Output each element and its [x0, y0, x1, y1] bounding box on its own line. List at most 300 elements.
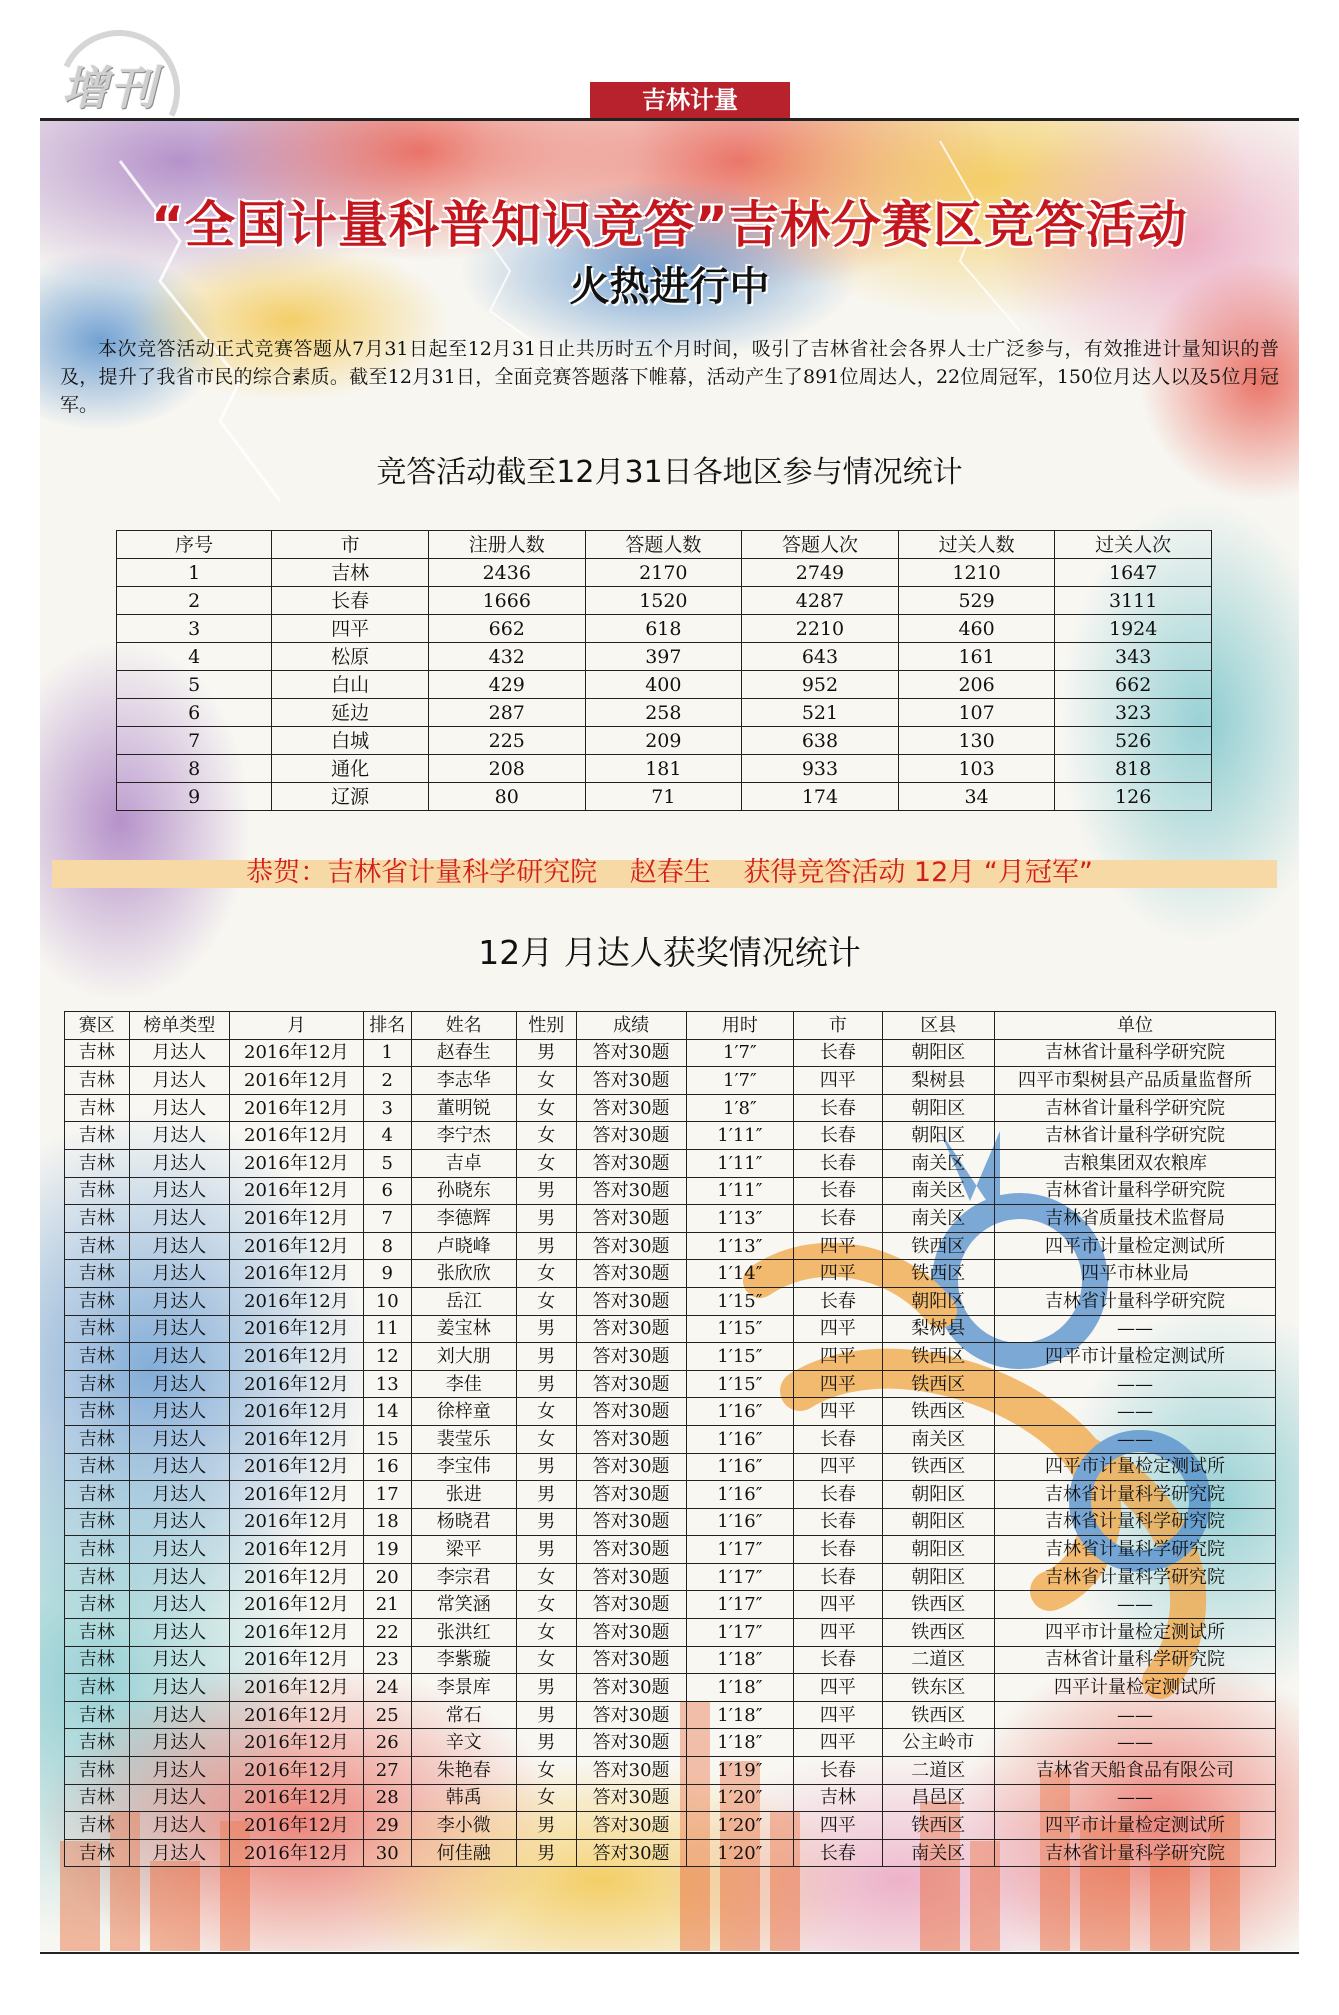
- table-cell: 3: [363, 1094, 411, 1122]
- table-cell: 长春: [794, 1839, 882, 1867]
- table-cell: 裴莹乐: [411, 1425, 516, 1453]
- table-cell: 孙晓东: [411, 1177, 516, 1205]
- table-cell: 1666: [428, 587, 585, 615]
- bottom-rule: [40, 1952, 1299, 1954]
- table-cell: 1′15″: [686, 1287, 794, 1315]
- table-cell: 月达人: [129, 1757, 229, 1785]
- table-cell: 2016年12月: [229, 1784, 363, 1812]
- table-cell: 11: [363, 1315, 411, 1343]
- table-cell: 男: [516, 1812, 576, 1840]
- table-cell: 女: [516, 1757, 576, 1785]
- table-cell: 2436: [428, 559, 585, 587]
- table-row: [65, 1177, 1276, 1205]
- table-row: [65, 1260, 1276, 1288]
- table-cell: 女: [516, 1398, 576, 1426]
- table-cell: 四平: [794, 1398, 882, 1426]
- table-cell: 男: [516, 1481, 576, 1509]
- table-cell: 李佳: [411, 1370, 516, 1398]
- table-cell: 吉林省计量科学研究院: [994, 1536, 1275, 1564]
- table-cell: 6: [117, 699, 272, 727]
- table-cell: 答对30题: [576, 1481, 686, 1509]
- table-cell: 南关区: [882, 1205, 994, 1233]
- table-cell: 朱艳春: [411, 1757, 516, 1785]
- table-cell: 2016年12月: [229, 1729, 363, 1757]
- table-cell: 吉林省计量科学研究院: [994, 1122, 1275, 1150]
- column-header: 答题人数: [585, 531, 742, 559]
- monthly-winners-table: [64, 1011, 1276, 1867]
- table-cell: 常笑涵: [411, 1591, 516, 1619]
- table-cell: 答对30题: [576, 1149, 686, 1177]
- table-cell: 吉林: [65, 1149, 130, 1177]
- table-cell: ——: [994, 1729, 1275, 1757]
- table-cell: 1′20″: [686, 1812, 794, 1840]
- table-cell: 答对30题: [576, 1453, 686, 1481]
- table-cell: 2016年12月: [229, 1260, 363, 1288]
- table-cell: 952: [742, 671, 899, 699]
- table-cell: 月达人: [129, 1701, 229, 1729]
- column-header: 用时: [686, 1012, 794, 1040]
- table-cell: 2016年12月: [229, 1563, 363, 1591]
- table-row: [117, 783, 1212, 811]
- table-cell: 答对30题: [576, 1812, 686, 1840]
- table-cell: 2016年12月: [229, 1701, 363, 1729]
- table-cell: 松原: [272, 643, 429, 671]
- table-cell: 长春: [794, 1425, 882, 1453]
- table-cell: 1′16″: [686, 1398, 794, 1426]
- congrats-suffix: 获得竞答活动 12月 “月冠军”: [743, 857, 1093, 888]
- table-cell: ——: [994, 1370, 1275, 1398]
- table-cell: 1′20″: [686, 1839, 794, 1867]
- table-cell: 吉林: [65, 1343, 130, 1371]
- table-cell: 月达人: [129, 1398, 229, 1426]
- table-cell: 四平: [794, 1453, 882, 1481]
- table-cell: 答对30题: [576, 1094, 686, 1122]
- table-cell: 2016年12月: [229, 1591, 363, 1619]
- table-cell: 1520: [585, 587, 742, 615]
- table-cell: 吉林: [65, 1674, 130, 1702]
- table-cell: 8: [117, 755, 272, 783]
- table-cell: 1′11″: [686, 1149, 794, 1177]
- table-cell: 2170: [585, 559, 742, 587]
- table-cell: 526: [1055, 727, 1212, 755]
- table-cell: 李宗君: [411, 1563, 516, 1591]
- table-cell: 男: [516, 1701, 576, 1729]
- table-cell: 月达人: [129, 1370, 229, 1398]
- table-cell: 2016年12月: [229, 1508, 363, 1536]
- table-cell: 1′19″: [686, 1757, 794, 1785]
- table-cell: 吉林: [65, 1591, 130, 1619]
- table-cell: 四平: [794, 1701, 882, 1729]
- table-cell: 2016年12月: [229, 1343, 363, 1371]
- table-cell: 朝阳区: [882, 1094, 994, 1122]
- table-cell: 朝阳区: [882, 1536, 994, 1564]
- table-cell: 辽源: [272, 783, 429, 811]
- table-cell: 23: [363, 1646, 411, 1674]
- table-cell: 长春: [794, 1122, 882, 1150]
- table-cell: 933: [742, 755, 899, 783]
- table-cell: 南关区: [882, 1149, 994, 1177]
- table-cell: 答对30题: [576, 1591, 686, 1619]
- table-cell: 四平: [794, 1370, 882, 1398]
- column-header: 排名: [363, 1012, 411, 1040]
- table-cell: 1: [363, 1039, 411, 1067]
- table-cell: 460: [898, 615, 1055, 643]
- table-cell: 女: [516, 1149, 576, 1177]
- table-cell: 南关区: [882, 1425, 994, 1453]
- table-cell: 吉林: [65, 1260, 130, 1288]
- table-cell: 2016年12月: [229, 1287, 363, 1315]
- table-cell: 638: [742, 727, 899, 755]
- table-cell: 长春: [794, 1481, 882, 1509]
- table-cell: 梁平: [411, 1536, 516, 1564]
- table-cell: 朝阳区: [882, 1039, 994, 1067]
- table-cell: 71: [585, 783, 742, 811]
- table-cell: 长春: [794, 1563, 882, 1591]
- table-cell: 朝阳区: [882, 1122, 994, 1150]
- table-cell: 吉林: [65, 1839, 130, 1867]
- table-cell: 10: [363, 1287, 411, 1315]
- table-cell: 答对30题: [576, 1398, 686, 1426]
- table-cell: 男: [516, 1177, 576, 1205]
- table-cell: 2016年12月: [229, 1839, 363, 1867]
- table-cell: 女: [516, 1619, 576, 1647]
- table-cell: 长春: [272, 587, 429, 615]
- table-cell: 四平市梨树县产品质量监督所: [994, 1067, 1275, 1095]
- table-cell: 5: [363, 1149, 411, 1177]
- table-cell: 吉林: [65, 1067, 130, 1095]
- table-cell: 女: [516, 1563, 576, 1591]
- table-cell: 答对30题: [576, 1784, 686, 1812]
- table-cell: 1′15″: [686, 1370, 794, 1398]
- table-cell: ——: [994, 1398, 1275, 1426]
- table-cell: 30: [363, 1839, 411, 1867]
- table-cell: 月达人: [129, 1784, 229, 1812]
- table-cell: 1′13″: [686, 1205, 794, 1233]
- table-cell: 1′13″: [686, 1232, 794, 1260]
- table-cell: 22: [363, 1619, 411, 1647]
- table-cell: 1′7″: [686, 1039, 794, 1067]
- table-cell: 吉林: [65, 1784, 130, 1812]
- table-cell: 吉林: [65, 1729, 130, 1757]
- table-cell: 2016年12月: [229, 1122, 363, 1150]
- table-cell: 13: [363, 1370, 411, 1398]
- table-cell: 2: [117, 587, 272, 615]
- congrats-line: [40, 850, 1299, 889]
- table-cell: ——: [994, 1425, 1275, 1453]
- congrats-prefix: 恭贺：吉林省计量科学研究院: [246, 857, 598, 888]
- table-cell: 2016年12月: [229, 1094, 363, 1122]
- table-cell: 2016年12月: [229, 1177, 363, 1205]
- table-cell: 昌邑区: [882, 1784, 994, 1812]
- table-cell: 女: [516, 1646, 576, 1674]
- table-cell: 2016年12月: [229, 1398, 363, 1426]
- table-cell: 80: [428, 783, 585, 811]
- table-cell: 2016年12月: [229, 1370, 363, 1398]
- table-cell: 四平市计量检定测试所: [994, 1232, 1275, 1260]
- table-cell: 长春: [794, 1536, 882, 1564]
- table-cell: 李志华: [411, 1067, 516, 1095]
- table-cell: 男: [516, 1205, 576, 1233]
- table-cell: 答对30题: [576, 1536, 686, 1564]
- table-cell: 吉林省质量技术监督局: [994, 1205, 1275, 1233]
- table-cell: 朝阳区: [882, 1563, 994, 1591]
- table-cell: 答对30题: [576, 1370, 686, 1398]
- table-cell: 卢晓峰: [411, 1232, 516, 1260]
- table-cell: 107: [898, 699, 1055, 727]
- table-cell: 李宝伟: [411, 1453, 516, 1481]
- table-cell: 刘大朋: [411, 1343, 516, 1371]
- table-cell: 女: [516, 1067, 576, 1095]
- table-cell: 月达人: [129, 1536, 229, 1564]
- table-cell: 21: [363, 1591, 411, 1619]
- table-cell: 四平: [794, 1067, 882, 1095]
- table-cell: 7: [117, 727, 272, 755]
- table-cell: 公主岭市: [882, 1729, 994, 1757]
- intro-paragraph: 本次竞答活动正式竞赛答题从7月31日起至12月31日止共历时五个月时间，吸引了吉林省社会各界人士广泛参与，有效推进计量知识的普及，提升了我省市民的综合素质。截至12月31日，全面竞赛答题落下帷幕，活动产生了891位周达人，22位周冠军，150位月达人以及5位月冠军。: [60, 338, 1279, 416]
- table-row: [65, 1508, 1276, 1536]
- table-cell: 2016年12月: [229, 1039, 363, 1067]
- table-cell: 吉林省天船食品有限公司: [994, 1757, 1275, 1785]
- table-cell: 吉林: [65, 1619, 130, 1647]
- table-cell: 2016年12月: [229, 1646, 363, 1674]
- column-header: 注册人数: [428, 531, 585, 559]
- table-row: [117, 699, 1212, 727]
- table-row: [65, 1370, 1276, 1398]
- table-cell: 月达人: [129, 1343, 229, 1371]
- column-header: 姓名: [411, 1012, 516, 1040]
- table-row: [65, 1315, 1276, 1343]
- table-cell: 吉林: [65, 1315, 130, 1343]
- table-cell: 1′17″: [686, 1619, 794, 1647]
- table-cell: 答对30题: [576, 1425, 686, 1453]
- table-cell: 辛文: [411, 1729, 516, 1757]
- column-header: 赛区: [65, 1012, 130, 1040]
- table-cell: 答对30题: [576, 1177, 686, 1205]
- table-cell: 白山: [272, 671, 429, 699]
- table-cell: 吉林: [65, 1094, 130, 1122]
- table-row: [65, 1729, 1276, 1757]
- table-row: [65, 1094, 1276, 1122]
- table-cell: 四平: [272, 615, 429, 643]
- table-cell: 1′16″: [686, 1453, 794, 1481]
- table-cell: 吉林省计量科学研究院: [994, 1508, 1275, 1536]
- table-cell: 1′20″: [686, 1784, 794, 1812]
- table-cell: 韩禹: [411, 1784, 516, 1812]
- table-cell: 月达人: [129, 1812, 229, 1840]
- table-cell: 1647: [1055, 559, 1212, 587]
- table-cell: 男: [516, 1370, 576, 1398]
- table-cell: 吉林: [65, 1453, 130, 1481]
- table-cell: 南关区: [882, 1177, 994, 1205]
- table-cell: 男: [516, 1674, 576, 1702]
- table-cell: 长春: [794, 1094, 882, 1122]
- table-cell: 1′18″: [686, 1701, 794, 1729]
- table-cell: ——: [994, 1315, 1275, 1343]
- table-cell: 吉卓: [411, 1149, 516, 1177]
- column-header: 成绩: [576, 1012, 686, 1040]
- table-cell: 月达人: [129, 1039, 229, 1067]
- table-cell: 818: [1055, 755, 1212, 783]
- table-row: [117, 643, 1212, 671]
- table-cell: 长春: [794, 1287, 882, 1315]
- table-cell: 女: [516, 1784, 576, 1812]
- table-cell: 130: [898, 727, 1055, 755]
- table-cell: 铁西区: [882, 1619, 994, 1647]
- table-cell: 吉林: [65, 1398, 130, 1426]
- table-cell: 1′8″: [686, 1094, 794, 1122]
- table-cell: 5: [117, 671, 272, 699]
- table-row: [65, 1039, 1276, 1067]
- table-cell: 174: [742, 783, 899, 811]
- table-cell: 四平市林业局: [994, 1260, 1275, 1288]
- table-row: [65, 1674, 1276, 1702]
- masthead: [0, 0, 1339, 118]
- table-cell: 吉林: [65, 1039, 130, 1067]
- table-cell: 梨树县: [882, 1315, 994, 1343]
- table-row: [65, 1784, 1276, 1812]
- table-cell: 女: [516, 1094, 576, 1122]
- table-cell: 答对30题: [576, 1757, 686, 1785]
- table-row: [65, 1563, 1276, 1591]
- table-row: [65, 1591, 1276, 1619]
- table-cell: 铁西区: [882, 1591, 994, 1619]
- table-cell: 答对30题: [576, 1067, 686, 1095]
- table-cell: ——: [994, 1784, 1275, 1812]
- table-cell: 323: [1055, 699, 1212, 727]
- table-cell: 1210: [898, 559, 1055, 587]
- table-cell: 吉林: [65, 1232, 130, 1260]
- article: [40, 121, 1299, 1951]
- table-row: [65, 1149, 1276, 1177]
- table-cell: 四平: [794, 1812, 882, 1840]
- column-header: 答题人次: [742, 531, 899, 559]
- table-cell: 24: [363, 1674, 411, 1702]
- table-cell: 吉林省计量科学研究院: [994, 1839, 1275, 1867]
- table-cell: 1′17″: [686, 1563, 794, 1591]
- table-cell: 9: [363, 1260, 411, 1288]
- table-cell: 1′16″: [686, 1425, 794, 1453]
- table-row: [117, 587, 1212, 615]
- table-cell: 25: [363, 1701, 411, 1729]
- table-cell: 529: [898, 587, 1055, 615]
- table-cell: 月达人: [129, 1232, 229, 1260]
- region-stats-table: [116, 530, 1212, 811]
- table-cell: 1′16″: [686, 1481, 794, 1509]
- table-cell: 1′15″: [686, 1315, 794, 1343]
- table-cell: 女: [516, 1122, 576, 1150]
- table-cell: 吉林: [65, 1646, 130, 1674]
- table-row: [65, 1232, 1276, 1260]
- table-cell: 答对30题: [576, 1122, 686, 1150]
- table-cell: 432: [428, 643, 585, 671]
- table-cell: 通化: [272, 755, 429, 783]
- table-cell: 2016年12月: [229, 1232, 363, 1260]
- table-cell: 四平: [794, 1591, 882, 1619]
- table-cell: 1′11″: [686, 1122, 794, 1150]
- table-cell: 铁东区: [882, 1674, 994, 1702]
- table-cell: 董明锐: [411, 1094, 516, 1122]
- table-cell: 2016年12月: [229, 1674, 363, 1702]
- table-cell: 月达人: [129, 1177, 229, 1205]
- table-cell: 四平市计量检定测试所: [994, 1812, 1275, 1840]
- table-cell: 女: [516, 1287, 576, 1315]
- table-cell: 3111: [1055, 587, 1212, 615]
- table-cell: 吉林: [272, 559, 429, 587]
- table-cell: 朝阳区: [882, 1481, 994, 1509]
- table-cell: 4287: [742, 587, 899, 615]
- table-row: [65, 1481, 1276, 1509]
- table-cell: 白城: [272, 727, 429, 755]
- table-cell: 铁西区: [882, 1701, 994, 1729]
- table-cell: ——: [994, 1701, 1275, 1729]
- monthly-stats-title: 12月 月达人获奖情况统计: [478, 933, 861, 972]
- table-cell: 429: [428, 671, 585, 699]
- table-cell: 287: [428, 699, 585, 727]
- table-cell: 9: [117, 783, 272, 811]
- table-cell: 126: [1055, 783, 1212, 811]
- table-cell: 吉林省计量科学研究院: [994, 1287, 1275, 1315]
- table-cell: 四平市计量检定测试所: [994, 1453, 1275, 1481]
- table-row: [65, 1067, 1276, 1095]
- table-cell: 答对30题: [576, 1646, 686, 1674]
- table-cell: 4: [117, 643, 272, 671]
- column-header: 性别: [516, 1012, 576, 1040]
- table-cell: ——: [994, 1591, 1275, 1619]
- table-cell: 343: [1055, 643, 1212, 671]
- table-cell: 月达人: [129, 1563, 229, 1591]
- table-cell: 521: [742, 699, 899, 727]
- table-cell: 二道区: [882, 1646, 994, 1674]
- table-cell: 答对30题: [576, 1563, 686, 1591]
- table-row: [65, 1287, 1276, 1315]
- table-cell: 月达人: [129, 1425, 229, 1453]
- table-row: [65, 1619, 1276, 1647]
- table-cell: 男: [516, 1729, 576, 1757]
- table-cell: 二道区: [882, 1757, 994, 1785]
- table-cell: 662: [1055, 671, 1212, 699]
- table-cell: 2016年12月: [229, 1619, 363, 1647]
- table-cell: 女: [516, 1425, 576, 1453]
- table-cell: 答对30题: [576, 1619, 686, 1647]
- table-cell: 月达人: [129, 1094, 229, 1122]
- table-cell: 2016年12月: [229, 1536, 363, 1564]
- table-cell: 吉林: [65, 1481, 130, 1509]
- table-cell: 月达人: [129, 1122, 229, 1150]
- column-header: 市: [272, 531, 429, 559]
- column-header: 序号: [117, 531, 272, 559]
- table-cell: 吉林: [65, 1701, 130, 1729]
- table-row: [117, 615, 1212, 643]
- table-cell: 1′14″: [686, 1260, 794, 1288]
- table-cell: 103: [898, 755, 1055, 783]
- table-cell: 吉粮集团双农粮库: [994, 1149, 1275, 1177]
- table-cell: 女: [516, 1260, 576, 1288]
- table-cell: 月达人: [129, 1453, 229, 1481]
- table-cell: 7: [363, 1205, 411, 1233]
- table-cell: 四平市计量检定测试所: [994, 1619, 1275, 1647]
- table-cell: 男: [516, 1536, 576, 1564]
- table-cell: 铁西区: [882, 1453, 994, 1481]
- table-row: [117, 755, 1212, 783]
- table-cell: 206: [898, 671, 1055, 699]
- table-cell: 徐梓童: [411, 1398, 516, 1426]
- table-cell: 常石: [411, 1701, 516, 1729]
- table-cell: 铁西区: [882, 1232, 994, 1260]
- table-cell: 长春: [794, 1205, 882, 1233]
- table-cell: 长春: [794, 1039, 882, 1067]
- table-cell: 208: [428, 755, 585, 783]
- table-cell: 月达人: [129, 1729, 229, 1757]
